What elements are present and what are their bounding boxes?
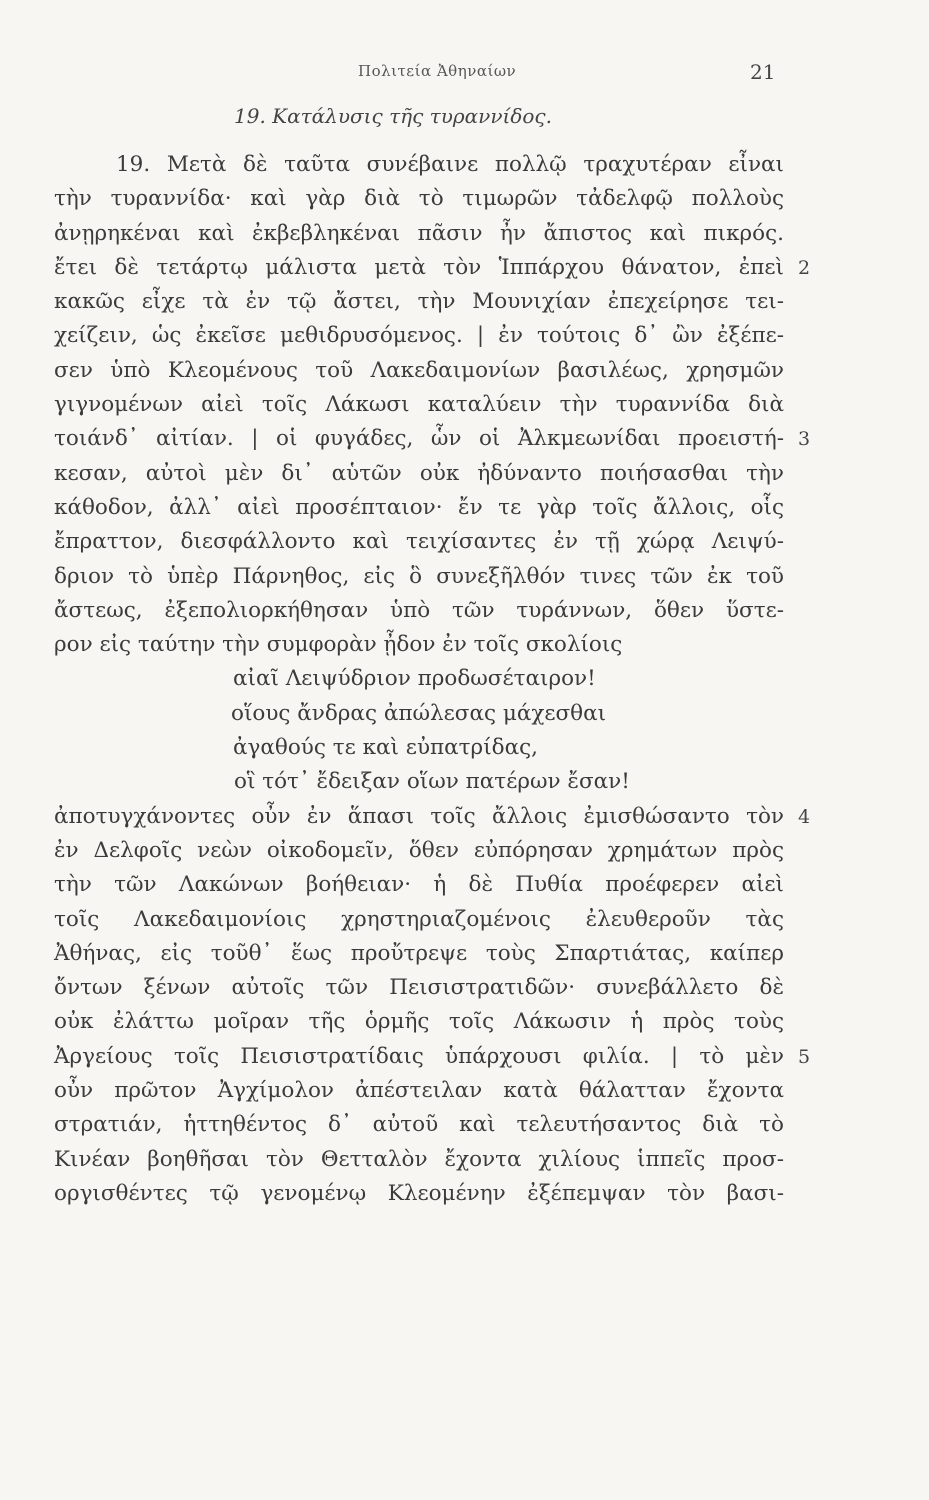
text-line: τοιάνδ᾽ αἰτίαν. | οἱ φυγάδες, ὧν οἱ Ἀλκμεωνίδαι προειστή- 3: [54, 422, 784, 456]
text-line: ἀνῃρηκέναι καὶ ἐκβεβληκέναι πᾶσιν ἦν ἄπιστος καὶ πικρός.: [54, 220, 784, 246]
text-line: Ἀθήνας, εἰς τοῦθ᾽ ἕως προὔτρεψε τοὺς Σπαρτιάτας, καίπερ: [54, 940, 784, 966]
running-title: Πολιτεία Ἀθηναίων: [358, 62, 517, 80]
text-line: Ἀργείους τοῖς Πεισιστρατίδαις ὑπάρχουσι φιλία. | τὸ μὲν 5: [54, 1040, 784, 1074]
text-line: τὴν τῶν Λακώνων βοήθειαν· ἡ δὲ Πυθία προέφερεν αἰεὶ: [54, 872, 784, 898]
text-line: ἐν Δελφοῖς νεὼν οἰκοδομεῖν, ὅθεν εὐπόρησαν χρημάτων πρὸς: [54, 837, 784, 863]
text-line: 19. Μετὰ δὲ ταῦτα συνέβαινε πολλῷ τραχυτέραν εἶναι: [116, 152, 784, 177]
text-line: στρατιάν, ἡττηθέντος δ᾽ αὐτοῦ καὶ τελευτήσαντος διὰ τὸ: [54, 1112, 784, 1138]
section-marginal-number: 4: [798, 805, 811, 828]
text-line: ἀποτυγχάνοντες οὖν ἐν ἅπασι τοῖς ἄλλοις ἐμισθώσαντο τὸν 4: [54, 800, 784, 834]
section-marginal-number: 2: [798, 256, 811, 279]
text-line: οὐκ ἐλάττω μοῖραν τῆς ὁρμῆς τοῖς Λάκωσιν ἡ πρὸς τοὺς: [54, 1009, 784, 1035]
section-marginal-number: 3: [798, 428, 811, 451]
text-line: σεν ὑπὸ Κλεομένους τοῦ Λακεδαιμονίων βασιλέως, χρησμῶν: [54, 357, 784, 383]
text-line: οργισθέντες τῷ γενομένῳ Κλεομένην ἐξέπεμψαν τὸν βασι-: [54, 1180, 784, 1206]
text-line: γιγνομένων αἰεὶ τοῖς Λάκωσι καταλύειν τὴν τυραννίδα διὰ: [54, 392, 784, 418]
text-line: Κινέαν βοηθῆσαι τὸν Θετταλὸν ἔχοντα χιλίους ἱππεῖς προσ-: [54, 1146, 784, 1172]
text-line: ἄστεως, ἐξεπολιορκήθησαν ὑπὸ τῶν τυράννων, ὅθεν ὕστε-: [54, 597, 784, 623]
text-line: ἔτει δὲ τετάρτῳ μάλιστα μετὰ τὸν Ἱππάρχου θάνατον, ἐπεὶ 2: [54, 251, 784, 285]
page-number: 21: [750, 60, 776, 84]
text-body: [54, 148, 811, 1211]
text-line: κάθοδον, ἀλλ᾽ αἰεὶ προσέπταιον· ἔν τε γὰρ τοῖς ἄλλοις, οἷς: [54, 494, 784, 520]
text-line: ἔπραττον, διεσφάλλοντο καὶ τειχίσαντες ἐν τῇ χώρᾳ Λειψύ-: [54, 529, 784, 555]
text-line: κεσαν, αὐτοὶ μὲν δι᾽ αὑτῶν οὐκ ἠδύναντο ποιήσασθαι τὴν: [54, 460, 784, 486]
text-line: τὴν τυραννίδα· καὶ γὰρ διὰ τὸ τιμωρῶν τἀδελφῷ πολλοὺς: [54, 186, 784, 212]
running-head: [0, 60, 929, 84]
text-line: δριον τὸ ὑπὲρ Πάρνηθος, εἰς ὃ συνεξῆλθόν τινες τῶν ἐκ τοῦ: [54, 563, 784, 589]
text-line: χείζειν, ὡς ἐκεῖσε μεθιδρυσόμενος. | ἐν τούτοις δ᾽ ὢν ἐξέπε-: [54, 323, 784, 349]
text-line: κακῶς εἶχε τὰ ἐν τῷ ἄστει, τὴν Μουνιχίαν ἐπεχείρησε τει-: [54, 289, 784, 315]
text-line: τοῖς Λακεδαιμονίοις χρηστηριαζομένοις ἐλευθεροῦν τὰς: [54, 906, 784, 932]
text-line: ὄντων ξένων αὐτοῖς τῶν Πεισιστρατιδῶν· συνεβάλλετο δὲ: [54, 975, 784, 1001]
text-line: οὖν πρῶτον Ἀγχίμολον ἀπέστειλαν κατὰ θάλατταν ἔχοντα: [54, 1078, 784, 1104]
verse-line: αἰαῖ Λειψύδριον προδωσέταιρον!: [233, 666, 596, 692]
section-heading: 19. Κατάλυσις τῆς τυραννίδος.: [234, 104, 552, 128]
text-line: ρον εἰς ταύτην τὴν συμφορὰν ᾖδον ἐν τοῖς σκολίοις: [54, 632, 623, 658]
verse-line: οἳ τότ᾽ ἔδειξαν οἵων πατέρων ἔσαν!: [234, 769, 630, 795]
section-marginal-number: 5: [798, 1045, 811, 1068]
verse-line: οἵους ἄνδρας ἀπώλεσας μάχεσθαι: [231, 700, 607, 726]
verse-line: ἀγαθούς τε καὶ εὐπατρίδας,: [233, 735, 538, 761]
